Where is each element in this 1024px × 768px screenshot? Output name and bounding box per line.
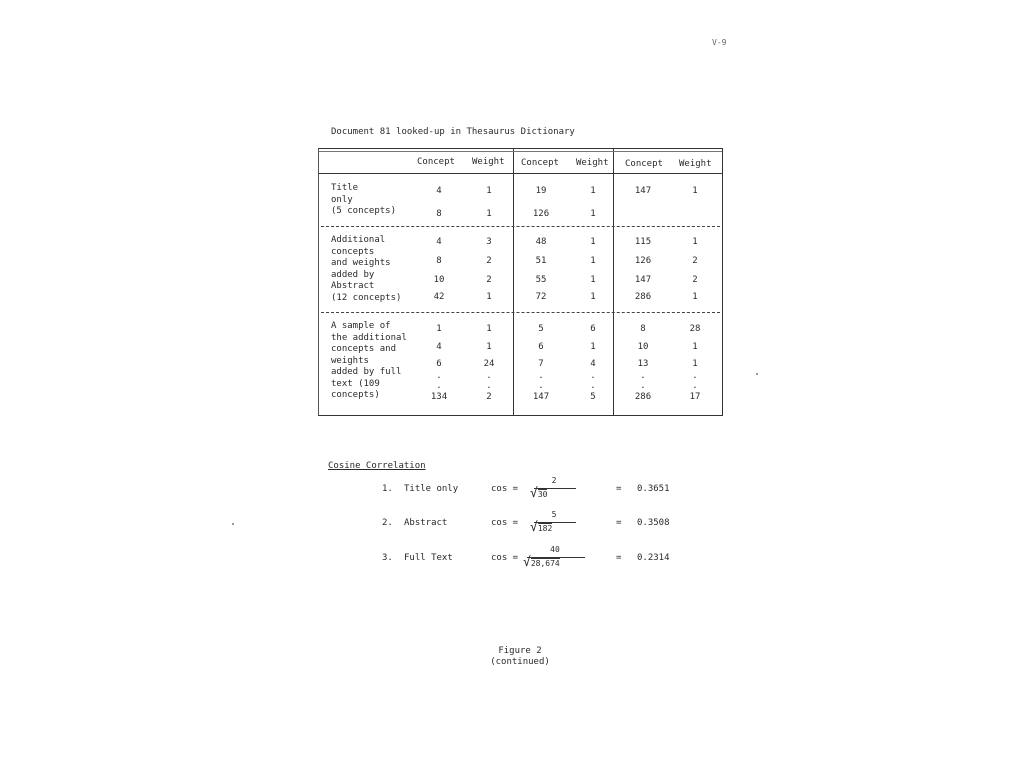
table-cell: 126 xyxy=(634,256,652,266)
table-cell: 8 xyxy=(436,256,442,266)
table-cell: . xyxy=(692,381,698,391)
table-cell: 1 xyxy=(486,186,492,196)
header-weight-2: Weight xyxy=(576,158,609,168)
fraction-numerator: 5 xyxy=(551,510,557,519)
table-cell: 42 xyxy=(433,292,445,302)
cosine-expression: cos = xyxy=(491,484,519,494)
figure-caption xyxy=(480,646,560,668)
table-cell: 126 xyxy=(532,209,550,219)
table-cell: 286 xyxy=(634,292,652,302)
group-separator xyxy=(321,226,720,227)
fraction-denominator: √30 xyxy=(530,486,548,501)
group-label-title: Title only (5 concepts) xyxy=(331,183,397,216)
table-cell: 10 xyxy=(637,342,649,352)
table-cell: 1 xyxy=(590,275,596,285)
table-cell: . xyxy=(692,371,698,381)
table-cell: 147 xyxy=(634,275,652,285)
header-weight-3: Weight xyxy=(679,159,712,169)
table-cell: 147 xyxy=(532,392,550,402)
figure-continued: (continued) xyxy=(490,657,550,667)
table-cell: 1 xyxy=(692,292,698,302)
table-cell: 8 xyxy=(436,209,442,219)
table-cell: . xyxy=(590,381,596,391)
table-cell: 1 xyxy=(436,324,442,334)
table-cell: 134 xyxy=(430,392,448,402)
cosine-result: 0.3508 xyxy=(637,518,670,528)
cosine-equals: = xyxy=(616,484,622,494)
table-cell: 147 xyxy=(634,186,652,196)
table-cell: 1 xyxy=(692,342,698,352)
table-cell: 1 xyxy=(486,292,492,302)
cosine-equals: = xyxy=(616,518,622,528)
fraction-denominator: √182 xyxy=(530,520,553,535)
table-cell: 1 xyxy=(590,237,596,247)
group-label-fulltext: A sample of the additional concepts and weights added by full text (109 concepts) xyxy=(331,321,407,400)
table-cell: 2 xyxy=(692,256,698,266)
table-cell: 51 xyxy=(535,256,547,266)
table-divider xyxy=(513,149,514,415)
fraction-numerator: 2 xyxy=(551,476,557,485)
table-cell: . xyxy=(538,371,544,381)
scan-speck xyxy=(756,373,758,375)
table-cell: 2 xyxy=(486,392,492,402)
cosine-fraction xyxy=(530,476,578,506)
table-cell: 19 xyxy=(535,186,547,196)
header-weight-1: Weight xyxy=(472,157,505,167)
cosine-result: 0.3651 xyxy=(637,484,670,494)
table-cell: . xyxy=(640,371,646,381)
cosine-result: 0.2314 xyxy=(637,553,670,563)
table-cell: 5 xyxy=(590,392,596,402)
table-cell: 6 xyxy=(436,359,442,369)
cosine-item-label: Title only xyxy=(404,484,459,494)
table-cell: 1 xyxy=(486,342,492,352)
table-cell: 6 xyxy=(590,324,596,334)
cosine-equals: = xyxy=(616,553,622,563)
cosine-fraction xyxy=(530,510,578,540)
table-cell: 48 xyxy=(535,237,547,247)
table-cell: 5 xyxy=(538,324,544,334)
table-cell: 2 xyxy=(486,256,492,266)
table-cell: . xyxy=(436,381,442,391)
table-cell: . xyxy=(640,381,646,391)
table-cell: 3 xyxy=(486,237,492,247)
group-separator xyxy=(321,312,720,313)
table-cell: 2 xyxy=(486,275,492,285)
header-concept-2: Concept xyxy=(521,158,559,168)
table-cell: 1 xyxy=(590,186,596,196)
thesaurus-table xyxy=(318,148,723,416)
table-cell: 55 xyxy=(535,275,547,285)
cosine-title: Cosine Correlation xyxy=(328,461,426,471)
table-cell: 1 xyxy=(692,186,698,196)
table-cell: 6 xyxy=(538,342,544,352)
table-cell: 286 xyxy=(634,392,652,402)
table-cell: 1 xyxy=(590,342,596,352)
fraction-numerator: 40 xyxy=(550,545,560,554)
cosine-expression: cos = xyxy=(491,553,519,563)
table-cell: 1 xyxy=(692,359,698,369)
table-cell: 1 xyxy=(590,292,596,302)
table-cell: 1 xyxy=(590,209,596,219)
cosine-item-label: Full Text xyxy=(404,553,453,563)
table-cell: . xyxy=(436,371,442,381)
table-cell: . xyxy=(538,381,544,391)
table-cell: 72 xyxy=(535,292,547,302)
table-cell: . xyxy=(486,371,492,381)
table-cell: 7 xyxy=(538,359,544,369)
table-cell: 4 xyxy=(436,342,442,352)
scan-speck xyxy=(232,523,234,525)
cosine-expression: cos = xyxy=(491,518,519,528)
header-rule xyxy=(319,173,722,174)
top-rule xyxy=(319,151,722,152)
cosine-item-number: 1. xyxy=(382,484,393,494)
table-cell: 4 xyxy=(436,186,442,196)
cosine-fraction xyxy=(523,545,587,575)
table-cell: . xyxy=(590,371,596,381)
fraction-denominator: √28,674 xyxy=(523,555,560,570)
table-cell: . xyxy=(486,381,492,391)
table-cell: 1 xyxy=(590,256,596,266)
cosine-item-label: Abstract xyxy=(404,518,448,528)
table-cell: 13 xyxy=(637,359,649,369)
document-title: Document 81 looked-up in Thesaurus Dictionary xyxy=(331,127,575,137)
table-cell: 1 xyxy=(486,209,492,219)
table-cell: 28 xyxy=(689,324,701,334)
table-cell: 2 xyxy=(692,275,698,285)
table-cell: 4 xyxy=(436,237,442,247)
cosine-item-number: 2. xyxy=(382,518,393,528)
table-cell: 4 xyxy=(590,359,596,369)
table-cell: 1 xyxy=(692,237,698,247)
header-concept-1: Concept xyxy=(417,157,455,167)
table-cell: 115 xyxy=(634,237,652,247)
figure-label: Figure 2 xyxy=(498,646,542,656)
header-concept-3: Concept xyxy=(625,159,663,169)
table-cell: 17 xyxy=(689,392,701,402)
table-cell: 1 xyxy=(486,324,492,334)
cosine-item-number: 3. xyxy=(382,553,393,563)
table-cell: 8 xyxy=(640,324,646,334)
table-cell: 24 xyxy=(483,359,495,369)
page-number: V-9 xyxy=(712,38,727,47)
group-label-abstract: Additional concepts and weights added by Abstract (12 concepts) xyxy=(331,235,402,303)
table-cell: 10 xyxy=(433,275,445,285)
